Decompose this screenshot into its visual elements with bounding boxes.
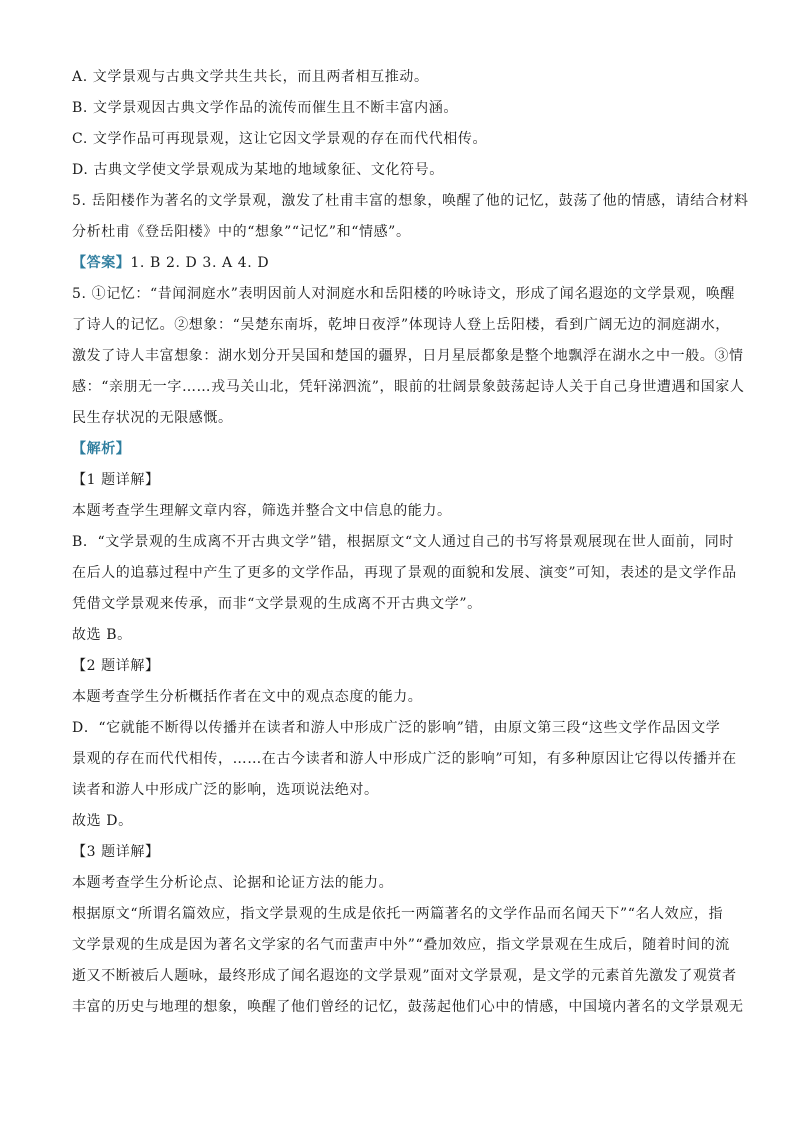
- section3-line-4: 逝又不断被后人题咏，最终形成了闻名遐迩的文学景观”面对文学景观，是文学的元素首先激发了观赏者: [72, 968, 737, 984]
- section1-line-3: 在后人的追慕过程中产生了更多的文学作品，再现了景观的面貌和发展、演变”可知，表述的是文学作品: [72, 565, 737, 581]
- answer-line: [72, 248, 722, 279]
- section2-line-4: 读者和游人中形成广泛的影响，选项说法绝对。: [72, 782, 379, 798]
- section3-line-5: 丰富的历史与地理的想象，唤醒了他们曾经的记忆，鼓荡起他们心中的情感，中国境内著名的文学景观无: [72, 999, 744, 1015]
- question5-line-1: 5. 岳阳楼作为著名的文学景观，激发了杜甫丰富的想象，唤醒了他的记忆，鼓荡了他的情感，请结合材料: [72, 193, 749, 209]
- option-c: C. 文学作品可再现景观，这让它因文学景观的存在而代代相传。: [72, 131, 488, 147]
- analysis-label: 【解析】: [72, 441, 131, 457]
- option-b: B. 文学景观因古典文学作品的流传而催生且不断丰富内涵。: [72, 100, 458, 116]
- section2-line-2: D．“它就能不断得以传播并在读者和游人中形成广泛的影响”错，由原文第三段“这些文学作品因文学: [72, 720, 721, 736]
- answer-label: 【答案】: [72, 255, 131, 271]
- section2-line-1: 本题考查学生分析概括作者在文中的观点态度的能力。: [72, 689, 423, 705]
- section1-line-2: B．“文学景观的生成离不开古典文学”错，根据原文“文人通过自己的书写将景观展现在世人面前，同时: [72, 534, 734, 550]
- answer5-line-3: 激发了诗人丰富想象：湖水划分开吴国和楚国的疆界，日月星辰都象是整个地飘浮在湖水之中一般。③情: [72, 348, 744, 364]
- section3-line-3: 文学景观的生成是因为著名文学家的名气而蜚声中外”“叠加效应，指文学景观在生成后，随着时间的流: [72, 937, 730, 953]
- answer5-line-4: 感：“亲朋无一字……戎马关山北，凭轩涕泗流”，眼前的壮阔景象鼓荡起诗人关于自己身世遭遇和国家人: [72, 379, 745, 395]
- section1-line-4: 凭借文学景观来传承，而非“文学景观的生成离不开古典文学”。: [72, 596, 482, 612]
- question5-line-2: 分析杜甫《登岳阳楼》中的“想象”“记忆”和“情感”。: [72, 224, 411, 240]
- section2-line-5: 故选 D。: [72, 813, 133, 829]
- answer5-line-5: 民生存状况的无限感慨。: [72, 410, 233, 426]
- answer-text: 1. B 2. D 3. A 4. D: [130, 255, 270, 271]
- section3-line-1: 本题考查学生分析论点、论据和论证方法的能力。: [72, 875, 394, 891]
- section3-label: 【3 题详解】: [72, 844, 160, 860]
- section1-line-1: 本题考查学生理解文章内容，筛选并整合文中信息的能力。: [72, 503, 452, 519]
- section1-line-5: 故选 B。: [72, 627, 132, 643]
- option-d: D. 古典文学使文学景观成为某地的地域象征、文化符号。: [72, 162, 444, 178]
- section3-line-2: 根据原文“所谓名篇效应，指文学景观的生成是依托一两篇著名的文学作品而名闻天下”“名人效应，指: [72, 906, 724, 922]
- answer5-line-2: 了诗人的记忆。②想象：“吴楚东南坼，乾坤日夜浮”体现诗人登上岳阳楼，看到广阔无边的洞庭湖水，: [72, 317, 730, 333]
- section2-line-3: 景观的存在而代代相传，……在古今读者和游人中形成广泛的影响”可知，有多种原因让它得以传播并在: [72, 751, 737, 767]
- answer5-line-1: 5. ①记忆：“昔闻洞庭水”表明因前人对洞庭水和岳阳楼的吟咏诗文，形成了闻名遐迩的文学景观，唤醒: [72, 286, 735, 302]
- section1-label: 【1 题详解】: [72, 472, 160, 488]
- document-page: [72, 62, 749, 1023]
- section2-label: 【2 题详解】: [72, 658, 160, 674]
- option-a: A. 文学景观与古典文学共生共长，而且两者相互推动。: [72, 69, 429, 85]
